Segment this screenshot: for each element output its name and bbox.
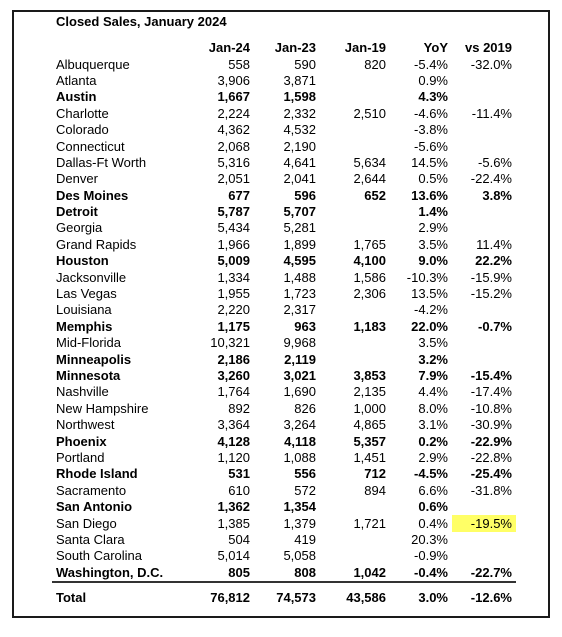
table-row bbox=[52, 204, 516, 220]
cell-vs2019 bbox=[452, 204, 516, 220]
cell-jan19: 1,183 bbox=[353, 318, 386, 334]
cell-jan23: 963 bbox=[294, 318, 316, 334]
cell-jan19 bbox=[320, 89, 390, 105]
cell-yoy: 22.0% bbox=[411, 318, 448, 334]
table-row bbox=[52, 122, 516, 138]
cell-jan23: 419 bbox=[294, 531, 316, 547]
cell-jan19 bbox=[320, 302, 390, 318]
cell-city: Des Moines bbox=[56, 187, 129, 203]
cell-jan24: 610 bbox=[228, 482, 250, 498]
cell-yoy: 1.4% bbox=[418, 204, 448, 220]
cell-jan19: 1,721 bbox=[353, 515, 386, 531]
header-jan24: Jan-24 bbox=[208, 40, 250, 56]
cell-yoy: 2.9% bbox=[418, 449, 448, 465]
cell-yoy: 2.9% bbox=[418, 220, 448, 236]
table-row bbox=[52, 466, 516, 482]
cell-vs2019 bbox=[452, 335, 516, 351]
cell-vs2019 bbox=[452, 499, 516, 515]
cell-jan24: 2,224 bbox=[217, 105, 250, 121]
cell-jan24: 2,220 bbox=[217, 302, 250, 318]
cell-city: Georgia bbox=[56, 220, 103, 236]
cell-jan19: 1,451 bbox=[353, 449, 386, 465]
header-row bbox=[52, 40, 516, 56]
cell-jan23: 1,379 bbox=[283, 515, 316, 531]
cell-jan24: 677 bbox=[228, 187, 250, 203]
cell-jan19 bbox=[320, 351, 390, 367]
cell-city: Atlanta bbox=[56, 72, 97, 88]
cell-jan23: 3,021 bbox=[283, 368, 316, 383]
table-row bbox=[52, 417, 516, 433]
cell-city: Louisiana bbox=[56, 302, 112, 318]
cell-yoy: 4.3% bbox=[418, 89, 448, 105]
table-row bbox=[52, 220, 516, 236]
closed-sales-table bbox=[52, 40, 516, 607]
cell-yoy: -10.3% bbox=[406, 269, 448, 285]
cell-yoy: 14.5% bbox=[411, 154, 448, 170]
cell-vs2019: 11.4% bbox=[476, 236, 512, 252]
cell-jan23: 2,190 bbox=[283, 138, 316, 154]
cell-jan23: 596 bbox=[294, 187, 316, 203]
cell-vs2019: -15.4% bbox=[470, 368, 512, 383]
table-row bbox=[52, 73, 516, 89]
cell-jan23: 9,968 bbox=[283, 335, 316, 351]
table-row bbox=[52, 384, 516, 400]
cell-yoy: 0.2% bbox=[418, 433, 448, 449]
cell-city: Las Vegas bbox=[56, 286, 117, 302]
cell-jan23: 1,354 bbox=[283, 499, 316, 515]
cell-yoy: 3.1% bbox=[418, 417, 448, 433]
table-row bbox=[52, 368, 516, 384]
cell-vs2019 bbox=[452, 532, 516, 548]
cell-jan19: 3,853 bbox=[353, 368, 386, 383]
cell-vs2019: -32.0% bbox=[470, 56, 512, 72]
table-row bbox=[52, 515, 516, 531]
cell-jan23: 5,058 bbox=[283, 548, 316, 564]
cell-yoy: -4.5% bbox=[414, 466, 448, 482]
cell-jan23: 1,488 bbox=[283, 269, 316, 285]
cell-jan19 bbox=[320, 122, 390, 138]
cell-jan24: 558 bbox=[228, 56, 250, 72]
cell-jan23: 556 bbox=[294, 466, 316, 482]
cell-jan19: 2,306 bbox=[353, 286, 386, 302]
cell-city: Northwest bbox=[56, 417, 115, 433]
cell-jan19 bbox=[320, 138, 390, 154]
cell-jan23: 2,041 bbox=[283, 171, 316, 187]
cell-jan23: 1,088 bbox=[283, 449, 316, 465]
cell-jan23: 808 bbox=[294, 564, 316, 580]
cell-city: Albuquerque bbox=[56, 56, 130, 72]
cell-jan19 bbox=[320, 532, 390, 548]
cell-vs2019: -25.4% bbox=[470, 466, 512, 482]
cell-jan23: 5,281 bbox=[283, 220, 316, 236]
table-row bbox=[52, 548, 516, 564]
table-row bbox=[52, 335, 516, 351]
cell-yoy: 6.6% bbox=[418, 482, 448, 498]
cell-jan24: 10,321 bbox=[210, 335, 250, 351]
cell-city: San Antonio bbox=[56, 499, 133, 515]
cell-yoy: -4.6% bbox=[414, 105, 448, 121]
cell-jan19: 2,644 bbox=[353, 171, 386, 187]
cell-yoy: 0.6% bbox=[418, 499, 448, 515]
cell-jan24: 2,051 bbox=[217, 171, 250, 187]
cell-yoy: 13.6% bbox=[411, 187, 448, 203]
cell-jan24: 805 bbox=[228, 564, 250, 580]
table-row bbox=[52, 253, 516, 269]
cell-jan24: 4,128 bbox=[217, 433, 250, 449]
header-jan19: Jan-19 bbox=[344, 40, 386, 56]
total-vs2019: -12.6% bbox=[470, 589, 512, 605]
table-row bbox=[52, 269, 516, 285]
header-jan23: Jan-23 bbox=[274, 40, 316, 56]
cell-jan23: 826 bbox=[294, 400, 316, 416]
cell-city: Washington, D.C. bbox=[56, 564, 164, 580]
table-row bbox=[52, 237, 516, 253]
cell-jan19: 894 bbox=[364, 482, 386, 498]
cell-jan24: 5,316 bbox=[217, 154, 250, 170]
cell-city: Nashville bbox=[56, 384, 109, 400]
cell-jan24: 504 bbox=[228, 531, 250, 547]
table-row bbox=[52, 171, 516, 187]
table-row bbox=[52, 401, 516, 417]
cell-jan23: 1,690 bbox=[283, 384, 316, 400]
cell-yoy: -5.6% bbox=[414, 138, 448, 154]
header-city bbox=[52, 40, 178, 56]
cell-city: Phoenix bbox=[56, 433, 107, 449]
table-row bbox=[52, 138, 516, 154]
cell-jan23: 4,532 bbox=[283, 122, 316, 138]
cell-jan23: 1,899 bbox=[283, 236, 316, 252]
cell-yoy: 4.4% bbox=[418, 384, 448, 400]
cell-jan19: 1,586 bbox=[353, 269, 386, 285]
cell-jan19 bbox=[320, 73, 390, 89]
cell-jan19: 712 bbox=[364, 466, 386, 482]
cell-jan24: 1,175 bbox=[217, 318, 250, 334]
cell-jan19 bbox=[320, 220, 390, 236]
table-row bbox=[52, 483, 516, 499]
table-row bbox=[52, 188, 516, 204]
table-row bbox=[52, 450, 516, 466]
cell-vs2019 bbox=[452, 138, 516, 154]
cell-jan23: 3,264 bbox=[283, 417, 316, 433]
cell-jan24: 5,014 bbox=[217, 548, 250, 564]
cell-jan23: 3,871 bbox=[283, 72, 316, 88]
cell-vs2019: -10.8% bbox=[470, 400, 512, 416]
cell-yoy: 0.4% bbox=[418, 515, 448, 531]
header-vs2019: vs 2019 bbox=[465, 40, 512, 56]
cell-vs2019: 3.8% bbox=[482, 187, 512, 203]
cell-vs2019 bbox=[452, 73, 516, 89]
total-row bbox=[52, 582, 516, 607]
cell-jan24: 1,334 bbox=[217, 269, 250, 285]
cell-vs2019: -22.8% bbox=[470, 449, 512, 465]
cell-yoy: -4.2% bbox=[414, 302, 448, 318]
cell-jan24: 1,667 bbox=[217, 89, 250, 105]
total-yoy: 3.0% bbox=[418, 589, 448, 605]
cell-yoy: 0.9% bbox=[418, 72, 448, 88]
cell-jan24: 531 bbox=[228, 466, 250, 482]
cell-jan23: 5,707 bbox=[283, 204, 316, 220]
cell-city: Rhode Island bbox=[56, 466, 138, 482]
cell-jan23: 4,595 bbox=[283, 253, 316, 269]
cell-jan24: 5,434 bbox=[217, 220, 250, 236]
cell-jan24: 2,068 bbox=[217, 138, 250, 154]
cell-jan24: 1,955 bbox=[217, 286, 250, 302]
cell-city: San Diego bbox=[56, 515, 117, 531]
cell-jan24: 5,009 bbox=[217, 253, 250, 269]
cell-vs2019 bbox=[452, 351, 516, 367]
cell-city: Memphis bbox=[56, 318, 113, 334]
cell-jan24: 4,362 bbox=[217, 122, 250, 138]
cell-vs2019: -17.4% bbox=[470, 384, 512, 400]
cell-yoy: 0.5% bbox=[418, 171, 448, 187]
header-yoy: YoY bbox=[423, 40, 448, 56]
cell-yoy: 7.9% bbox=[418, 368, 448, 383]
cell-jan24: 3,260 bbox=[217, 368, 250, 383]
cell-vs2019: -22.4% bbox=[470, 171, 512, 187]
total-label: Total bbox=[56, 589, 87, 605]
cell-city: Connecticut bbox=[56, 138, 125, 154]
cell-yoy: 13.5% bbox=[411, 286, 448, 302]
cell-jan19: 4,865 bbox=[353, 417, 386, 433]
cell-city: Santa Clara bbox=[56, 531, 125, 547]
cell-yoy: 9.0% bbox=[418, 253, 448, 269]
cell-city: Austin bbox=[56, 89, 97, 105]
cell-city: Sacramento bbox=[56, 482, 127, 498]
table-row bbox=[52, 319, 516, 335]
cell-city: New Hampshire bbox=[56, 400, 149, 416]
cell-jan24: 892 bbox=[228, 400, 250, 416]
cell-jan19 bbox=[320, 335, 390, 351]
cell-jan19: 1,765 bbox=[353, 236, 386, 252]
cell-vs2019: -15.2% bbox=[470, 286, 512, 302]
cell-yoy: 20.3% bbox=[411, 531, 448, 547]
cell-vs2019 bbox=[452, 548, 516, 564]
cell-yoy: 3.2% bbox=[418, 351, 448, 367]
cell-jan19 bbox=[320, 499, 390, 515]
cell-yoy: -5.4% bbox=[414, 56, 448, 72]
cell-jan19: 820 bbox=[364, 56, 386, 72]
cell-vs2019: -15.9% bbox=[470, 269, 512, 285]
cell-jan19 bbox=[320, 204, 390, 220]
cell-jan19: 5,634 bbox=[353, 154, 386, 170]
cell-jan19: 1,000 bbox=[353, 400, 386, 416]
table-row bbox=[52, 351, 516, 367]
table-row bbox=[52, 155, 516, 171]
cell-yoy: -0.9% bbox=[414, 548, 448, 564]
cell-city: Jacksonville bbox=[56, 269, 127, 285]
cell-vs2019 bbox=[452, 122, 516, 138]
cell-jan19 bbox=[320, 548, 390, 564]
cell-vs2019 bbox=[452, 220, 516, 236]
cell-city: Minneapolis bbox=[56, 351, 132, 367]
cell-jan24: 1,966 bbox=[217, 236, 250, 252]
cell-jan19: 652 bbox=[364, 187, 386, 203]
cell-yoy: -0.4% bbox=[414, 564, 448, 580]
cell-jan23: 1,723 bbox=[283, 286, 316, 302]
table-body bbox=[52, 56, 516, 582]
cell-city: Detroit bbox=[56, 204, 98, 220]
table-row bbox=[52, 532, 516, 548]
table-title: Closed Sales, January 2024 bbox=[56, 14, 227, 29]
cell-city: Minnesota bbox=[56, 368, 121, 383]
cell-vs2019: -22.7% bbox=[470, 564, 512, 580]
table-row bbox=[52, 106, 516, 122]
total-jan23: 74,573 bbox=[276, 589, 316, 605]
cell-jan19: 5,357 bbox=[353, 433, 386, 449]
cell-vs2019: -19.5% bbox=[452, 515, 516, 531]
table-row bbox=[52, 302, 516, 318]
cell-vs2019: -0.7% bbox=[478, 318, 512, 334]
cell-jan24: 1,764 bbox=[217, 384, 250, 400]
cell-vs2019: -22.9% bbox=[470, 433, 512, 449]
cell-yoy: 3.5% bbox=[418, 335, 448, 351]
cell-jan24: 1,362 bbox=[217, 499, 250, 515]
cell-jan23: 4,118 bbox=[284, 433, 316, 449]
table-row bbox=[52, 433, 516, 449]
cell-jan19: 2,135 bbox=[353, 384, 386, 400]
cell-vs2019: 22.2% bbox=[475, 253, 512, 269]
table-row bbox=[52, 499, 516, 515]
cell-jan23: 1,598 bbox=[283, 89, 316, 105]
cell-city: Mid-Florida bbox=[56, 335, 122, 351]
cell-jan23: 2,119 bbox=[284, 351, 316, 367]
cell-jan24: 1,385 bbox=[217, 515, 250, 531]
cell-vs2019: -11.4% bbox=[471, 105, 512, 121]
cell-city: Portland bbox=[56, 449, 105, 465]
cell-city: Colorado bbox=[56, 122, 109, 138]
cell-city: South Carolina bbox=[56, 548, 142, 564]
cell-jan23: 2,332 bbox=[283, 105, 316, 121]
cell-jan24: 1,120 bbox=[217, 449, 250, 465]
cell-jan24: 5,787 bbox=[217, 204, 250, 220]
cell-jan23: 572 bbox=[294, 482, 316, 498]
cell-city: Houston bbox=[56, 253, 109, 269]
cell-jan19: 2,510 bbox=[353, 105, 386, 121]
cell-yoy: 3.5% bbox=[418, 236, 448, 252]
cell-vs2019: -5.6% bbox=[478, 154, 512, 170]
cell-jan24: 3,906 bbox=[217, 72, 250, 88]
cell-jan23: 590 bbox=[294, 56, 316, 72]
cell-jan23: 4,641 bbox=[283, 154, 316, 170]
cell-jan19: 4,100 bbox=[353, 253, 386, 269]
cell-vs2019: -31.8% bbox=[470, 482, 512, 498]
cell-city: Dallas-Ft Worth bbox=[56, 154, 147, 170]
cell-vs2019: -30.9% bbox=[470, 417, 512, 433]
total-jan24: 76,812 bbox=[210, 589, 250, 605]
cell-city: Grand Rapids bbox=[56, 236, 137, 252]
cell-jan24: 2,186 bbox=[217, 351, 250, 367]
cell-jan24: 3,364 bbox=[217, 417, 250, 433]
table-row bbox=[52, 565, 516, 582]
cell-yoy: -3.8% bbox=[414, 122, 448, 138]
cell-city: Denver bbox=[56, 171, 98, 187]
table-row bbox=[52, 286, 516, 302]
cell-yoy: 8.0% bbox=[418, 400, 448, 416]
table-row bbox=[52, 89, 516, 105]
cell-jan19: 1,042 bbox=[353, 564, 386, 580]
cell-vs2019 bbox=[452, 302, 516, 318]
cell-city: Charlotte bbox=[56, 105, 109, 121]
cell-vs2019 bbox=[452, 89, 516, 105]
total-jan19: 43,586 bbox=[346, 589, 386, 605]
table-row bbox=[52, 56, 516, 72]
cell-jan23: 2,317 bbox=[283, 302, 316, 318]
